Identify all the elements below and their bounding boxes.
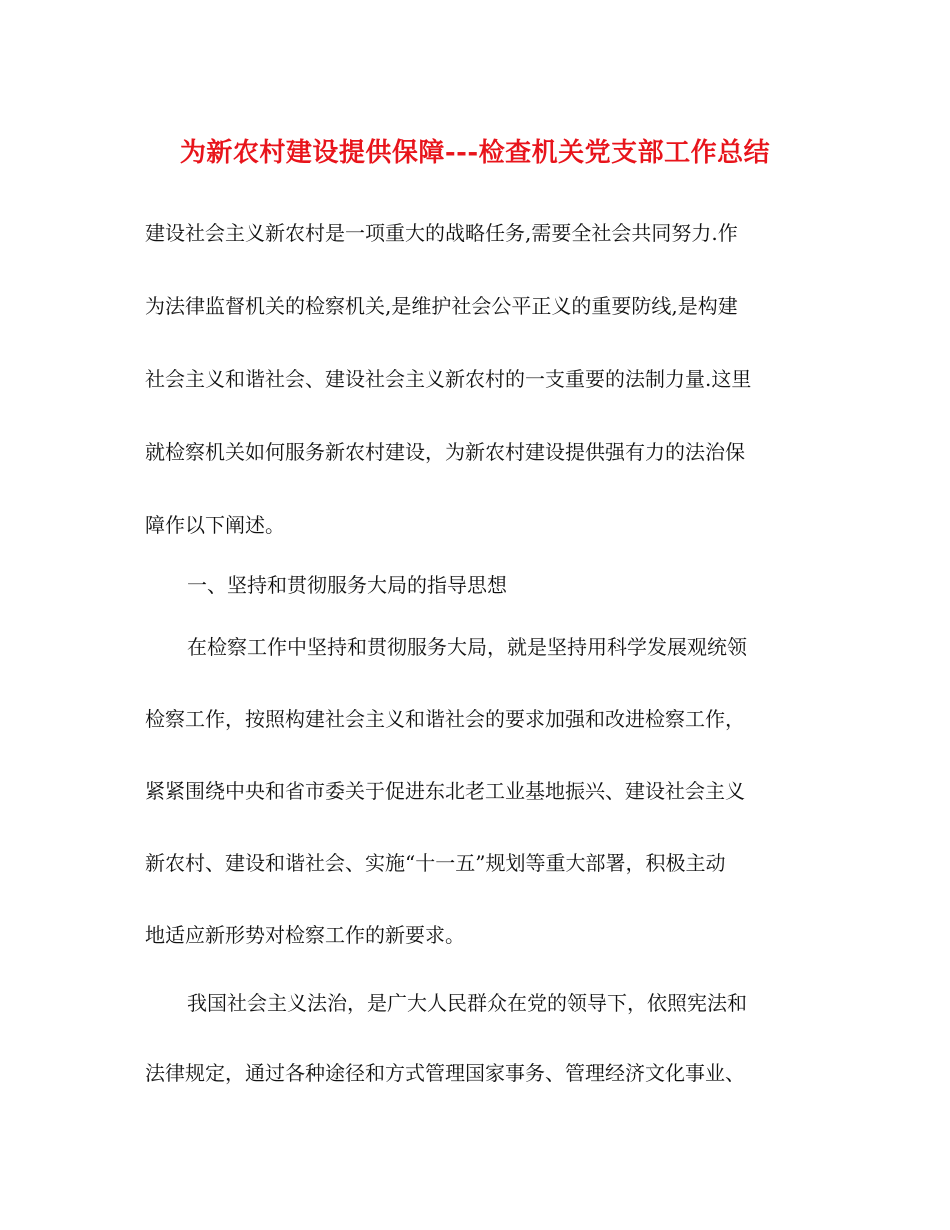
paragraph-1-line-3: 社会主义和谐社会、建设社会主义新农村的一支重要的法制力量.这里 xyxy=(145,367,752,391)
paragraph-2-line-2: 检察工作，按照构建社会主义和谐社会的要求加强和改进检察工作， xyxy=(145,707,745,731)
paragraph-3-line-1: 我国社会主义法治，是广大人民群众在党的领导下，依照宪法和 xyxy=(187,991,747,1015)
paragraph-1-line-4: 就检察机关如何服务新农村建设，为新农村建设提供强有力的法治保 xyxy=(145,440,745,464)
paragraph-2-line-4: 新农村、建设和谐社会、实施“十一五”规划等重大部署，积极主动 xyxy=(145,851,726,875)
document-title: 为新农村建设提供保障---检查机关党支部工作总结 xyxy=(179,138,771,168)
paragraph-1-line-5: 障作以下阐述。 xyxy=(145,513,285,537)
paragraph-1-line-1: 建设社会主义新农村是一项重大的战略任务,需要全社会共同努力.作 xyxy=(145,221,738,245)
paragraph-2-line-5: 地适应新形势对检察工作的新要求。 xyxy=(145,923,465,947)
paragraph-1-line-2: 为法律监督机关的检察机关,是维护社会公平正义的重要防线,是构建 xyxy=(145,294,738,318)
paragraph-2-line-3: 紧紧围绕中央和省市委关于促进东北老工业基地振兴、建设社会主义 xyxy=(145,779,745,803)
section-heading-1: 一、坚持和贯彻服务大局的指导思想 xyxy=(187,573,507,597)
paragraph-2-line-1: 在检察工作中坚持和贯彻服务大局，就是坚持用科学发展观统领 xyxy=(187,635,747,659)
paragraph-3-line-2: 法律规定，通过各种途径和方式管理国家事务、管理经济文化事业、 xyxy=(145,1061,745,1085)
